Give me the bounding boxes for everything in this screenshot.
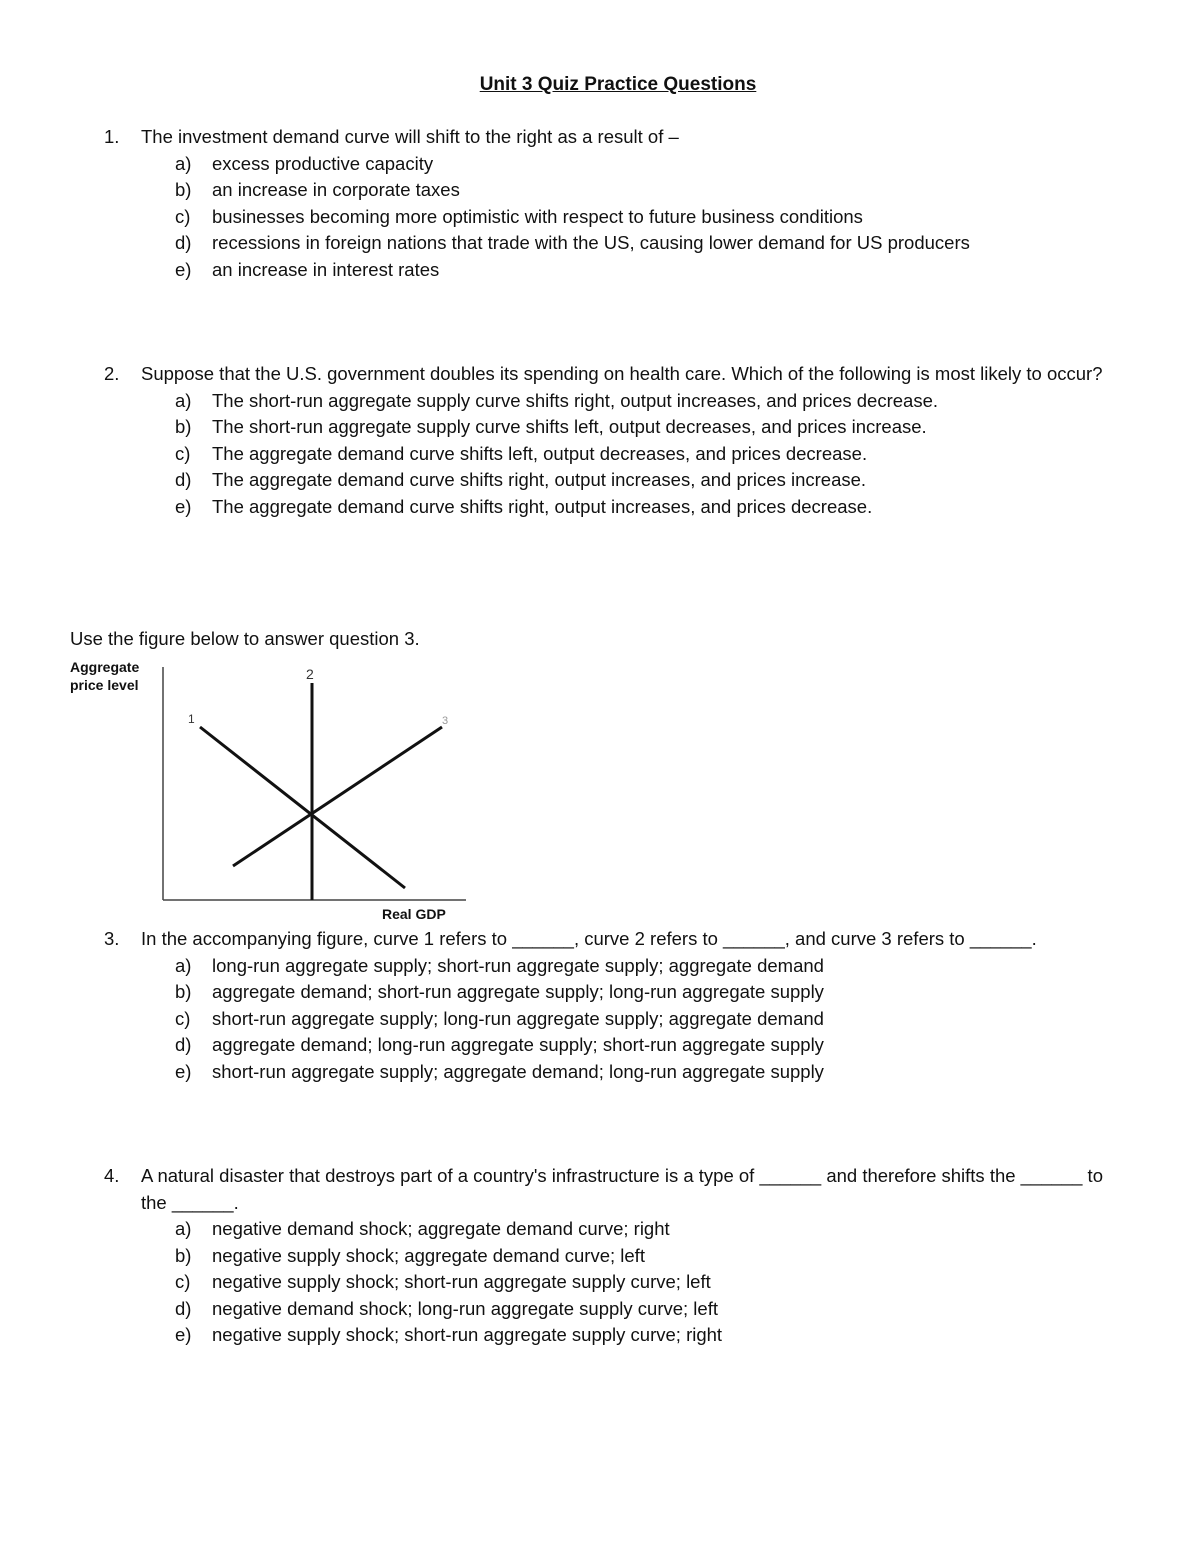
page-title: Unit 3 Quiz Practice Questions	[479, 74, 757, 95]
question-2-option-a	[104, 388, 1114, 415]
option-letter: c)	[175, 442, 191, 464]
option-text: The aggregate demand curve shifts left, output decreases, and prices decrease.	[212, 442, 868, 464]
question-1-option-b	[104, 177, 1114, 204]
option-letter: c)	[175, 1007, 191, 1029]
question-4-text: A natural disaster that destroys part of a country's infrastructure is a type of ______ and therefore shifts the ______ to the ______.	[141, 1165, 1103, 1213]
option-text: The short-run aggregate supply curve shifts right, output increases, and prices decrease.	[212, 389, 938, 411]
option-text: short-run aggregate supply; long-run aggregate supply; aggregate demand	[212, 1007, 824, 1029]
ad-as-figure	[60, 655, 480, 930]
option-letter: e)	[175, 1324, 192, 1345]
question-1	[104, 124, 1114, 283]
option-letter: a)	[175, 1218, 192, 1239]
question-4-number: 4.	[104, 1165, 120, 1186]
option-text: businesses becoming more optimistic with respect to future business conditions	[212, 205, 863, 227]
question-3-option-a	[104, 953, 1114, 980]
question-3-number: 3.	[104, 928, 120, 949]
option-text: negative supply shock; aggregate demand curve; left	[212, 1244, 645, 1266]
question-2-option-d	[104, 467, 1114, 494]
option-text: an increase in interest rates	[212, 258, 440, 280]
option-letter: b)	[175, 1244, 192, 1266]
question-2-option-e	[104, 494, 1114, 521]
question-3-option-c	[104, 1006, 1114, 1033]
question-1-number: 1.	[104, 126, 120, 147]
question-4-option-e	[104, 1322, 1114, 1349]
question-4-option-c	[104, 1269, 1114, 1296]
question-2-options	[104, 388, 1114, 521]
option-text: recessions in foreign nations that trade with the US, causing lower demand for US producers	[212, 232, 970, 253]
curve-3-label: 3	[442, 715, 449, 727]
option-letter: d)	[175, 469, 192, 490]
option-letter: a)	[175, 389, 192, 411]
option-text: aggregate demand; long-run aggregate supply; short-run aggregate supply	[212, 1034, 824, 1055]
option-letter: c)	[175, 205, 191, 227]
option-letter: d)	[175, 1034, 192, 1055]
option-text: negative supply shock; short-run aggregate supply curve; right	[212, 1324, 723, 1345]
question-3-option-e	[104, 1059, 1114, 1086]
option-letter: e)	[175, 495, 192, 517]
question-1-stem	[104, 124, 1114, 151]
question-4-option-d	[104, 1296, 1114, 1323]
question-3	[104, 926, 1114, 1085]
curve-3-line	[233, 727, 442, 866]
question-2-number: 2.	[104, 363, 120, 384]
x-axis-label: Real GDP	[382, 906, 446, 922]
question-4	[104, 1163, 1114, 1349]
option-letter: d)	[175, 1297, 192, 1319]
option-text: short-run aggregate supply; aggregate demand; long-run aggregate supply	[212, 1060, 824, 1082]
question-1-option-e	[104, 257, 1114, 284]
option-letter: b)	[175, 981, 192, 1002]
option-letter: b)	[175, 416, 192, 437]
question-2-option-b	[104, 414, 1114, 441]
y-axis-label-line2: price level	[70, 677, 139, 693]
question-2-text: Suppose that the U.S. government doubles its spending on health care. Which of the following is most likely to occur?	[141, 363, 1103, 384]
ad-as-diagram	[60, 655, 480, 930]
question-1-option-a	[104, 151, 1114, 178]
question-1-options	[104, 151, 1114, 284]
question-1-option-c	[104, 204, 1114, 231]
option-text: excess productive capacity	[212, 152, 434, 174]
option-text: long-run aggregate supply; short-run aggregate supply; aggregate demand	[212, 954, 824, 976]
curve-2-label: 2	[306, 666, 314, 682]
y-axis-label-line1: Aggregate	[70, 659, 140, 675]
question-3-option-b	[104, 979, 1114, 1006]
question-2-option-c	[104, 441, 1114, 468]
question-4-option-a	[104, 1216, 1114, 1243]
option-text: negative demand shock; aggregate demand curve; right	[212, 1218, 670, 1239]
option-text: The short-run aggregate supply curve shifts left, output decreases, and prices increase.	[212, 416, 927, 437]
question-1-text: The investment demand curve will shift to the right as a result of –	[141, 126, 679, 147]
question-2-stem	[104, 361, 1114, 388]
question-4-stem	[104, 1163, 1114, 1216]
figure-intro: Use the figure below to answer question 3.	[70, 628, 420, 649]
option-text: The aggregate demand curve shifts right, output increases, and prices decrease.	[212, 495, 873, 517]
option-text: an increase in corporate taxes	[212, 179, 460, 200]
question-4-options	[104, 1216, 1114, 1349]
question-3-stem	[104, 926, 1114, 953]
question-3-text: In the accompanying figure, curve 1 refers to ______, curve 2 refers to ______, and curve 3 refers to ______.	[141, 928, 1037, 949]
question-4-option-b	[104, 1243, 1114, 1270]
option-text: aggregate demand; short-run aggregate supply; long-run aggregate supply	[212, 981, 824, 1002]
option-letter: e)	[175, 1060, 192, 1082]
question-2	[104, 361, 1114, 520]
option-letter: c)	[175, 1271, 191, 1292]
option-letter: a)	[175, 152, 192, 174]
option-letter: d)	[175, 232, 192, 253]
option-text: The aggregate demand curve shifts right, output increases, and prices increase.	[212, 469, 867, 490]
option-letter: b)	[175, 179, 192, 200]
question-3-option-d	[104, 1032, 1114, 1059]
question-3-options	[104, 953, 1114, 1086]
curve-1-label: 1	[188, 712, 195, 726]
option-text: negative supply shock; short-run aggregate supply curve; left	[212, 1271, 711, 1292]
option-letter: e)	[175, 258, 192, 280]
option-letter: a)	[175, 954, 192, 976]
curve-1-line	[200, 727, 405, 888]
option-text: negative demand shock; long-run aggregate supply curve; left	[212, 1297, 718, 1319]
question-1-option-d	[104, 230, 1114, 257]
